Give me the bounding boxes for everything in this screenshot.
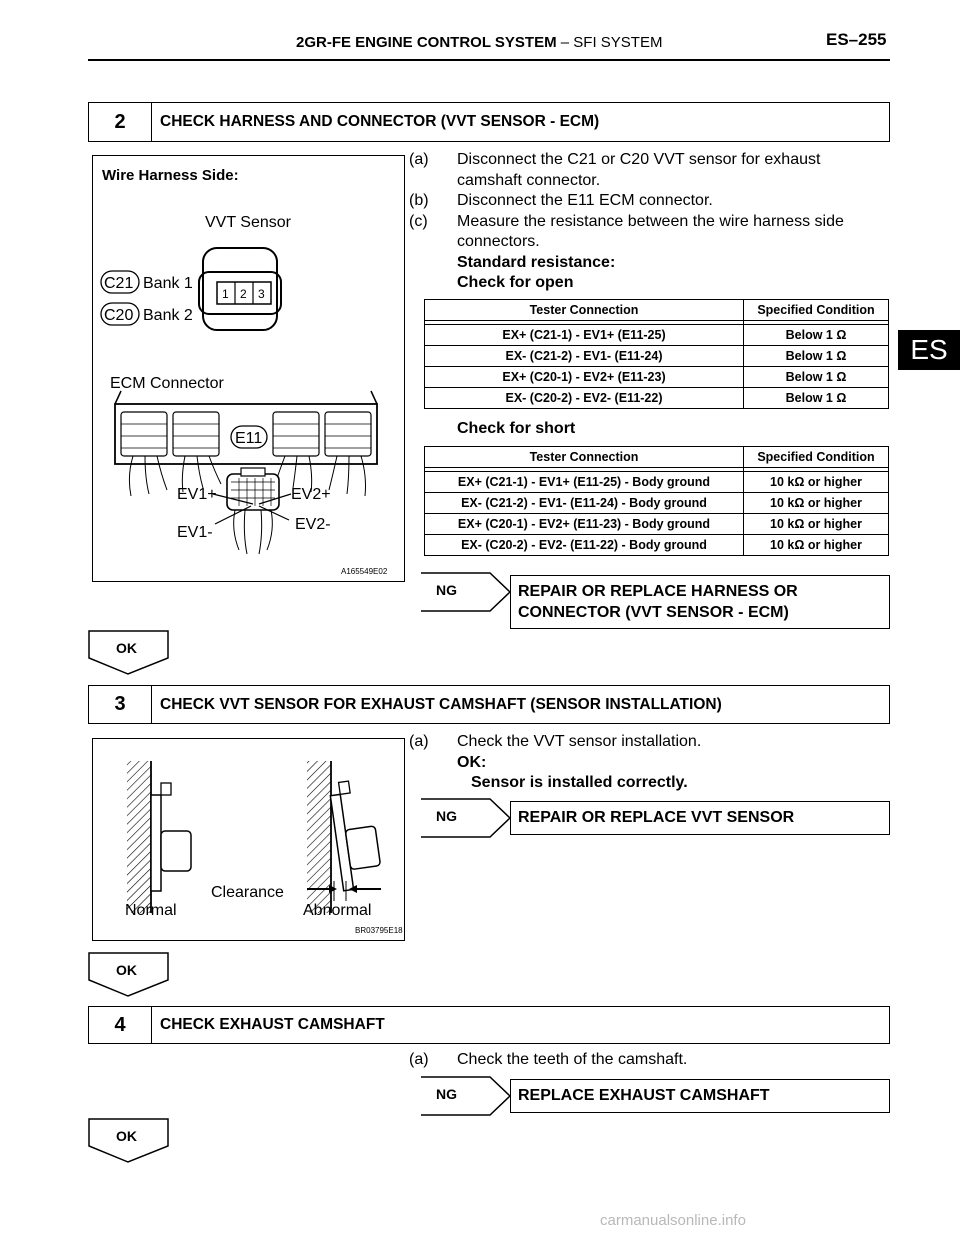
vvt-sensor-label: VVT Sensor: [205, 214, 291, 231]
step-number: 2: [89, 103, 152, 141]
table-row: EX- (C20-2) - EV2- (E11-22) - Body ground 10 kΩ or higher: [425, 535, 889, 556]
ng-arrow-icon: [420, 1076, 512, 1116]
open-check-table: [424, 299, 889, 409]
figure-code: BR03795E18: [355, 926, 403, 935]
ecm-connector-label: ECM Connector: [110, 375, 224, 392]
ng-arrow-icon: [420, 572, 512, 612]
instruction-a: (a) Check the VVT sensor installation.: [409, 733, 702, 750]
short-check-table: [424, 446, 889, 556]
table-row: EX+ (C20-1) - EV2+ (E11-23) Below 1 Ω: [425, 367, 889, 388]
step-3-instructions: [409, 732, 889, 794]
pin-1: 1: [222, 287, 229, 301]
ng-action-box: REPAIR OR REPLACE HARNESS OR CONNECTOR (VVT SENSOR - ECM): [510, 575, 890, 629]
step-title: CHECK VVT SENSOR FOR EXHAUST CAMSHAFT (SENSOR INSTALLATION): [160, 695, 722, 713]
ng-arrow-icon: [420, 798, 512, 838]
ng-label: NG: [436, 582, 457, 598]
normal-sensor-flange: [151, 795, 161, 891]
table-row: EX- (C20-2) - EV2- (E11-22) Below 1 Ω: [425, 388, 889, 409]
wire-harness-figure: [92, 155, 405, 582]
table-row: EX+ (C20-1) - EV2+ (E11-23) - Body ground 10 kΩ or higher: [425, 514, 889, 535]
bank2-label: Bank 2: [143, 307, 193, 324]
c20-label: C20: [104, 307, 134, 324]
table-row: EX+ (C21-1) - EV1+ (E11-25) Below 1 Ω: [425, 325, 889, 346]
step-4-header: [88, 1006, 890, 1044]
page-number: ES–255: [826, 30, 887, 49]
step-title: CHECK EXHAUST CAMSHAFT: [160, 1016, 385, 1033]
ev1-minus-label: EV1-: [177, 524, 213, 541]
section-tab: ES: [898, 330, 960, 370]
system-name: 2GR-FE ENGINE CONTROL SYSTEM: [296, 34, 557, 51]
ok-label: OK: [116, 1128, 137, 1144]
abnormal-housing: [307, 761, 331, 913]
figure-code: A165549E02: [341, 567, 388, 576]
ng-label: NG: [436, 808, 457, 824]
c21-label: C21: [104, 275, 134, 292]
sensor-installation-figure: [92, 738, 405, 941]
ng-action-box: REPAIR OR REPLACE VVT SENSOR: [510, 801, 890, 835]
e11-label: E11: [235, 430, 263, 447]
table-header: Tester Connection Specified Condition: [425, 447, 889, 468]
instruction-b: (b) Disconnect the E11 ECM connector.: [409, 192, 713, 209]
abnormal-sensor-body: [345, 826, 380, 870]
table-header: Tester Connection Specified Condition: [425, 300, 889, 321]
step-4-instructions: [409, 1050, 889, 1071]
check-open-label: Check for open: [457, 274, 574, 291]
normal-housing: [127, 761, 151, 913]
step-3-header: [88, 685, 890, 724]
instruction-a-cont: camshaft connector.: [457, 171, 601, 189]
ok-label: OK: [116, 640, 137, 656]
table-row: EX- (C21-2) - EV1- (E11-24) - Body ground 10 kΩ or higher: [425, 493, 889, 514]
standard-resistance-label: Standard resistance:: [457, 253, 616, 271]
wire-harness-diagram: [93, 156, 404, 581]
table-row: EX+ (C21-1) - EV1+ (E11-25) - Body ground 10 kΩ or higher: [425, 472, 889, 493]
step-2-instructions: [409, 150, 889, 294]
ok-condition-text: Sensor is installed correctly.: [471, 774, 688, 791]
ng-action-box: REPLACE EXHAUST CAMSHAFT: [510, 1079, 890, 1113]
normal-sensor-body: [161, 831, 191, 871]
instruction-c-cont: connectors.: [457, 233, 540, 250]
instruction-c: (c) Measure the resistance between the wire harness side: [409, 212, 844, 230]
table-row: EX- (C21-2) - EV1- (E11-24) Below 1 Ω: [425, 346, 889, 367]
instruction-a: (a) Check the teeth of the camshaft.: [409, 1051, 688, 1068]
step-title: CHECK HARNESS AND CONNECTOR (VVT SENSOR - ECM): [160, 113, 600, 130]
bank1-label: Bank 1: [143, 275, 193, 292]
subsystem-name: SFI SYSTEM: [573, 34, 663, 51]
page-header-title: [296, 34, 662, 51]
ev1-plus-label: EV1+: [177, 486, 217, 503]
step-number: 4: [89, 1007, 152, 1043]
instruction-a: (a) Disconnect the C21 or C20 VVT sensor for exhaust: [409, 151, 821, 168]
ng-label: NG: [436, 1086, 457, 1102]
abnormal-label: Abnormal: [303, 902, 372, 919]
step-number: 3: [89, 686, 152, 723]
header-separator: –: [560, 34, 570, 51]
check-short-label: Check for short: [457, 420, 576, 437]
watermark: carmanualsonline.info: [600, 1212, 746, 1229]
ok-condition-label: OK:: [457, 753, 487, 771]
pin-2: 2: [240, 287, 247, 301]
clearance-label: Clearance: [211, 884, 284, 901]
step-2-header: [88, 102, 890, 142]
pin-3: 3: [258, 287, 265, 301]
header-rule: [88, 59, 890, 61]
normal-label: Normal: [125, 902, 177, 919]
ok-label: OK: [116, 962, 137, 978]
ev2-plus-label: EV2+: [291, 486, 331, 503]
sensor-installation-diagram: [93, 739, 404, 940]
ev2-minus-label: EV2-: [295, 516, 331, 533]
figure-heading: Wire Harness Side:: [102, 167, 239, 184]
